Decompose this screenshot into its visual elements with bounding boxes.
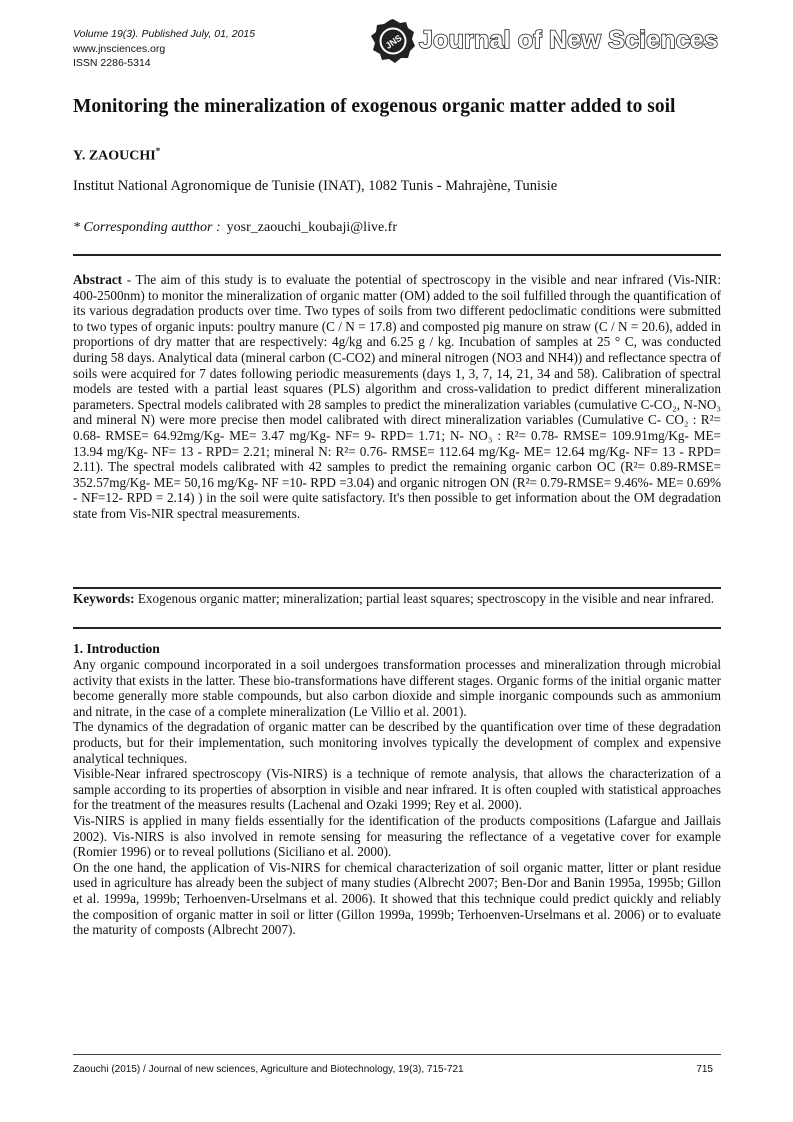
paragraph: Vis-NIRS is applied in many fields essentially for the identification of the products compositions (Lafargue and Jaillais 2002). Vis-NIRS is also involved in remote sensing for measuring the reflectance of a vegetative cover for example (Romier 1996) or to reveal pollutions (Siciliano et al. 2000). <box>73 812 721 860</box>
paper-title: Monitoring the mineralization of exogenous organic matter added to soil <box>73 96 676 117</box>
issn-line: ISSN 2286-5314 <box>73 57 151 69</box>
volume-line: Volume 19(3). Published July, 01, 2015 <box>73 28 256 40</box>
page-number: 715 <box>696 1064 713 1075</box>
jns-badge-icon <box>370 17 416 65</box>
footer-divider <box>73 1054 721 1055</box>
abstract-text: - The aim of this study is to evaluate the potential of spectroscopy in the visible and near infrared (Vis-NIR: 400-2500nm) to monitor the mineralization of organic matter (OM) added to the soil fulfilled through the quantification of its various degradation products over time. Two types of soils from two different pedoclimatic conditions were submitted to two types of organic inputs: poultry manure (C / N = 17.8) and composted pig manure on straw (C / N = 20.6), added in proportions of dry matter that are respectively: 4g/kg and 6.25 g / kg. Incubation of samples at 25 ° C, was conducted during 58 days. Analytical data (mineral carbon (C-CO2) and mineral nitrogen (NO3 and NH4)) and reflectance spectra of soils were acquired for 7 dates following periodic measurements (days 1, 3, 7, 14, 21, 34 and 58). Calibration of spectral models are tested with a partial least squares (PLS) algorithm and cross-validation to predict different mineralization parameters. Spectral models calibrated with 28 samples to predict the mineralization variables (cumulative C-CO₂, N-NO₃ and mineral N) were more precise then model calibrated with direct mineralization variables (Cumulative C- CO₂ : R²= 0.68- RMSE= 64.92mg/Kg- ME= 3.47 mg/Kg- NF= 9- RPD= 1.71; N- NO₃ : R²= 0.78- RMSE= 109.91mg/Kg- ME= 13.94 mg/Kg- NF= 13 - RPD= 2.21; mineral N: R²= 0.76- RMSE= 112.64 mg/Kg- ME= 12.64 mg/Kg- NF= 13 - RPD= 2.11). The spectral models calibrated with 42 samples to predict the remaining organic carbon OC (R²= 0.89-RMSE= 352.57mg/Kg- ME= 50,16 mg/Kg- NF =10- RPD =3.04) and organic nitrogen ON (R²= 0.79-RMSE= 9.46%- ME= 0.69% - NF=12- RPD = 2.14) ) in the soil were quite satisfactory. It's then possible to get information about the OM degradation state from Vis-NIR spectral measurements. <box>73 272 721 521</box>
section-heading: 1. Introduction <box>73 641 160 656</box>
paragraph: On the one hand, the application of Vis-NIRS for chemical characterization of soil organic matter, litter or plant residue used in agriculture has already been the subject of many studies (Albrecht 2007; Ben-Dor and Banin 1995a, 1995b; Gillon et al. 1999a, 1999b; Terhoenven-Urselmans et al. 2006). It showed that this technique could predict quickly and reliably the composition of organic matter in soil or litter (Gillon 1999a, 1999b; Terhoenven-Urselmans et al. 2006) or to evaluate the maturity of composts (Albrecht 2007). <box>73 859 721 938</box>
keywords-text: Exogenous organic matter; mineralization; partial least squares; spectroscopy in the visible and near infrared. <box>134 591 714 606</box>
affiliation: Institut National Agronomique de Tunisie (INAT), 1082 Tunis - Mahrajène, Tunisie <box>73 178 558 194</box>
keywords <box>73 591 721 607</box>
author-line <box>73 146 160 165</box>
author-name: Y. ZAOUCHI <box>73 148 156 164</box>
corresponding-author <box>73 220 397 236</box>
introduction-section <box>73 640 721 938</box>
corresponding-email[interactable]: yosr_zaouchi_koubaji@live.fr <box>226 220 398 235</box>
paragraph: Visible-Near infrared spectroscopy (Vis-NIRS) is a technique of remote analysis, that allows the characterization of a sample according to its properties of absorption in visible and near infrared. It is often coupled with statistical approaches for the treatment of the measures results (Lachenal and Ozaki 1999; Rey et al. 2000). <box>73 766 721 813</box>
divider-top <box>73 254 721 256</box>
divider-keywords-bottom <box>73 627 721 629</box>
logo-badge-text: JNS <box>383 32 404 51</box>
corresponding-label: * Corresponding autthor : <box>73 220 221 235</box>
journal-header-info <box>73 27 255 71</box>
website-line: www.jnsciences.org <box>73 42 166 55</box>
keywords-label: Keywords: <box>73 591 135 606</box>
abstract-label: Abstract <box>73 272 123 287</box>
paragraph: Any organic compound incorporated in a soil undergoes transformation processes and mineralization through microbial activity that exists in the latter. These bio-transformations have different stages. Organic forms of the initial organic matter become generally more stable compounds, but also carbon dioxide and simple inorganic compounds such as ammonium and nitrate, in the case of a complete mineralization (Le Villio et al. 2001). <box>73 657 721 719</box>
abstract <box>73 272 721 522</box>
footer-citation: Zaouchi (2015) / Journal of new sciences, Agriculture and Biotechnology, 19(3), 715-721 <box>73 1064 464 1075</box>
divider-keywords-top <box>73 587 721 589</box>
paragraph: The dynamics of the degradation of organic matter can be described by the quantification over time of these degradation products, but for their implementation, such monitoring involves typically the development of complex and expensive analytical techniques. <box>73 719 721 766</box>
author-mark: * <box>155 146 161 156</box>
journal-name: Journal of New Sciences <box>419 26 719 54</box>
journal-logo <box>370 17 719 67</box>
